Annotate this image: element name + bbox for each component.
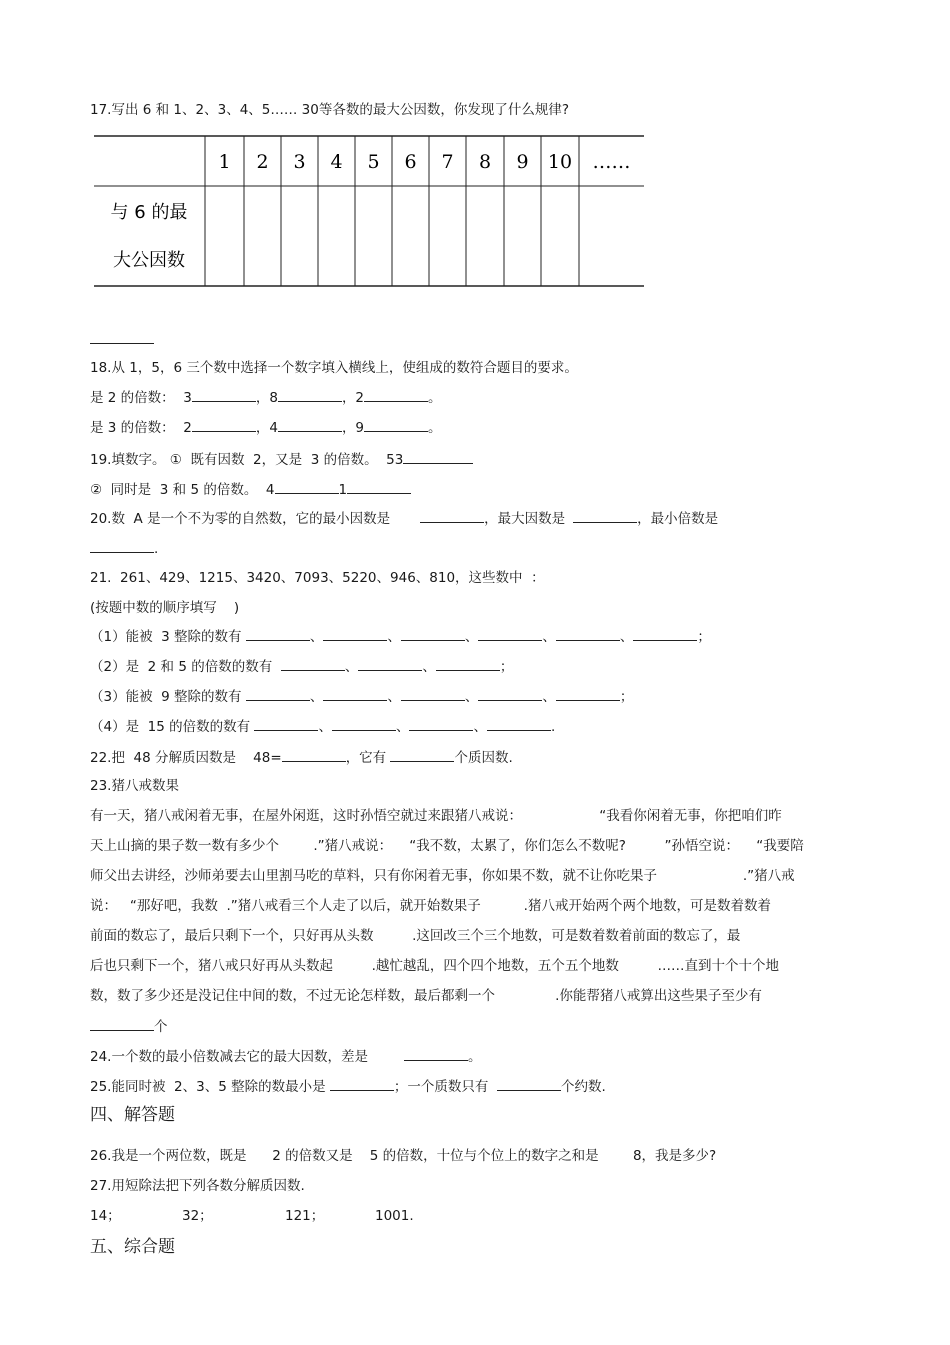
answer-blank[interactable]: [330, 1076, 394, 1091]
q27-number: 32；: [182, 1208, 213, 1224]
answer-blank[interactable]: [487, 716, 551, 731]
table-header-cell: 2: [256, 151, 269, 173]
sep: 、: [422, 659, 436, 675]
answer-blank[interactable]: [404, 1046, 468, 1061]
q21-p2-label: （2）是 2 和 5 的倍数的数有: [90, 659, 273, 675]
dot: .: [550, 719, 556, 735]
answer-blank[interactable]: [409, 716, 473, 731]
answer-blank[interactable]: [323, 686, 387, 701]
sep: 、: [387, 629, 401, 645]
answer-blank[interactable]: [90, 538, 154, 553]
q21-part1: [90, 626, 711, 647]
q19-line2: [90, 479, 411, 500]
q18-title: 18.从 1，5，6 三个数中选择一个数字填入横线上，使组成的数符合题目的要求。: [90, 360, 578, 376]
q22-seg3: 个质因数.: [454, 750, 513, 766]
q20-seg2: ，最大因数是: [484, 511, 566, 527]
q22-seg1: 22.把 48 分解质因数是 48=: [90, 750, 282, 766]
q19-l1-text: 19.填数字。 ① 既有因数 2，又是 3 的倍数。 53: [90, 452, 404, 468]
q25-seg1: 25.能同时被 2、3、5 整除的数最小是: [90, 1079, 326, 1095]
table-header-cell: 1: [218, 151, 231, 173]
row-label-line2: 大公因数: [113, 250, 185, 271]
q24-text: 24.一个数的最小倍数减去它的最大因数，差是: [90, 1049, 368, 1065]
semi: ；: [499, 659, 514, 675]
q27-number: 14；: [90, 1208, 121, 1224]
table-header-cell: 8: [478, 151, 492, 173]
table-header-cells: [218, 151, 630, 173]
answer-blank[interactable]: [478, 626, 542, 641]
q25-seg2: ；一个质数只有: [393, 1079, 489, 1095]
answer-blank[interactable]: [556, 626, 620, 641]
sep: 、: [464, 629, 479, 645]
answer-blank[interactable]: [275, 479, 339, 494]
sep: 、: [309, 689, 324, 705]
table-header-cell: 5: [367, 151, 380, 173]
gcd-table: [94, 135, 646, 289]
answer-blank[interactable]: [282, 747, 346, 762]
answer-blank[interactable]: [358, 656, 422, 671]
sep: 、: [309, 629, 324, 645]
q27-number: 1001.: [375, 1208, 414, 1224]
answer-blank[interactable]: [332, 716, 396, 731]
q27-number: 121；: [285, 1208, 325, 1224]
answer-blank[interactable]: [254, 716, 318, 731]
section-5-heading: 五、综合题: [90, 1237, 175, 1257]
q23-tail: [90, 1016, 168, 1037]
q23-title: 23.猪八戒数果: [90, 778, 179, 794]
answer-blank[interactable]: [401, 626, 465, 641]
answer-blank[interactable]: [497, 1076, 561, 1091]
q23-story-line: 说： “那好吧，我数 .”猪八戒看三个人走了以后，就开始数果子 .猪八戒开始两个两个地数，可是数着数着: [90, 898, 771, 914]
q21-part3: [90, 686, 633, 707]
q22-seg2: ，它有: [345, 750, 387, 766]
q26-text: 26.我是一个两位数，既是 2 的倍数又是 5 的倍数，十位与个位上的数字之和是 8，我是多少?: [90, 1148, 717, 1164]
sep: 、: [318, 719, 332, 735]
q23-story-line: 有一天，猪八戒闲着无事，在屋外闲逛，这时孙悟空就过来跟猪八戒说： “我看你闲着无事，你把咱们昨: [90, 808, 782, 824]
answer-blank[interactable]: [192, 417, 256, 432]
answer-blank[interactable]: [403, 449, 473, 464]
answer-blank[interactable]: [278, 387, 342, 402]
q24-line: [90, 1046, 481, 1067]
q21-p4-label: （4）是 15 的倍数的数有: [90, 719, 251, 735]
q20-end: .: [154, 541, 159, 557]
sep: 、: [473, 719, 487, 735]
section-4-heading: 四、解答题: [90, 1105, 175, 1125]
answer-blank[interactable]: [281, 656, 345, 671]
q20-line1: [90, 508, 718, 529]
q23-tail-text: 个: [154, 1019, 168, 1035]
answer-blank[interactable]: [364, 417, 428, 432]
sep: 、: [395, 719, 410, 735]
q18-l1-seg2: ，8: [255, 390, 278, 406]
q24-end: 。: [467, 1049, 482, 1065]
sep: 、: [619, 629, 634, 645]
q18-line1: [90, 387, 442, 408]
q18-l2-end: 。: [428, 420, 442, 436]
answer-blank[interactable]: [90, 1016, 154, 1031]
q17-answer-blank[interactable]: [90, 343, 154, 344]
q18-l2-seg2: ，4: [255, 420, 278, 436]
answer-blank[interactable]: [556, 686, 620, 701]
q22-line: [90, 747, 513, 768]
answer-blank[interactable]: [323, 626, 387, 641]
sep: 、: [542, 629, 556, 645]
row-label-line1: 与 6 的最: [110, 202, 188, 223]
q18-l1-seg3: ，2: [341, 390, 365, 406]
q25-seg3: 个约数.: [561, 1079, 606, 1095]
semi: ；: [697, 629, 711, 645]
q21-p3-label: （3）能被 9 整除的数有: [90, 689, 242, 705]
table-header-cell: 10: [547, 151, 573, 173]
q17-text: 17.写出 6 和 1、2、3、4、5…… 30等各数的最大公因数，你发现了什么规律?: [90, 102, 570, 118]
q19-l2-text: ② 同时是 3 和 5 的倍数。 4: [90, 482, 275, 498]
q20-line2: [90, 538, 158, 559]
table-header-cell: 3: [293, 151, 306, 173]
answer-blank[interactable]: [478, 686, 542, 701]
table-header-cell: 6: [404, 151, 417, 173]
q18-l1-end: 。: [428, 390, 442, 406]
q21-p1-label: （1）能被 3 整除的数有: [90, 629, 242, 645]
q19-line1: [90, 449, 473, 470]
q18-l2-seg1: 是 3 的倍数： 2: [90, 420, 192, 436]
q18-line2: [90, 417, 442, 438]
answer-blank[interactable]: [347, 479, 411, 494]
answer-blank[interactable]: [364, 387, 428, 402]
q18-l2-seg3: ，9: [341, 420, 365, 436]
q23-story-line: 天上山摘的果子数一数有多少个 .”猪八戒说： “我不数，太累了，你们怎么不数呢? ”孙悟空说： “我要陪: [90, 838, 804, 854]
sep: 、: [387, 689, 401, 705]
q21-part4: [90, 716, 555, 737]
answer-blank[interactable]: [246, 626, 310, 641]
sep: 、: [464, 689, 479, 705]
q23-story-line: 数，数了多少还是没记住中间的数，不过无论怎样数，最后都剩一个 .你能帮猪八戒算出这些果子至少有: [90, 988, 762, 1004]
answer-blank[interactable]: [401, 686, 465, 701]
q21-title: 21. 261、429、1215、3420、7093、5220、946、810，这些数中 ：: [90, 570, 545, 586]
table-header-cell: 9: [516, 151, 529, 173]
q20-seg1: 20.数 A 是一个不为零的自然数，它的最小因数是: [90, 511, 391, 527]
q18-l1-seg1: 是 2 的倍数： 3: [90, 390, 192, 406]
q27-title: 27.用短除法把下列各数分解质因数.: [90, 1178, 305, 1194]
answer-blank[interactable]: [633, 626, 697, 641]
table-header-cell: 7: [441, 151, 454, 173]
q19-l2-mid: 1: [338, 482, 348, 498]
q25-line: [90, 1076, 606, 1097]
sep: 、: [542, 689, 556, 705]
table-header-cell: 4: [330, 151, 343, 173]
semi: ；: [619, 689, 634, 705]
answer-blank[interactable]: [192, 387, 256, 402]
q21-note: (按题中数的顺序填写 ): [90, 600, 240, 616]
q21-part2: [90, 656, 513, 677]
answer-blank[interactable]: [436, 656, 500, 671]
answer-blank[interactable]: [246, 686, 310, 701]
sep: 、: [344, 659, 359, 675]
answer-blank[interactable]: [573, 508, 637, 523]
q20-seg3: ，最小倍数是: [637, 511, 719, 527]
q23-story-line: 前面的数忘了，最后只剩下一个，只好再从头数 .这回改三个三个地数，可是数着数着前面的数忘了，最: [90, 928, 741, 944]
answer-blank[interactable]: [390, 747, 454, 762]
q23-story-line: 后也只剩下一个，猪八戒只好再从头数起 .越忙越乱，四个四个地数，五个五个地数 ……直到十个十个地: [90, 958, 780, 974]
answer-blank[interactable]: [278, 417, 342, 432]
q23-story-line: 师父出去讲经，沙师弟要去山里割马吃的草料，只有你闲着无事，你如果不数，就不让你吃果子 .”猪八戒: [90, 868, 795, 884]
table-header-cell: ……: [592, 151, 631, 173]
answer-blank[interactable]: [420, 508, 484, 523]
